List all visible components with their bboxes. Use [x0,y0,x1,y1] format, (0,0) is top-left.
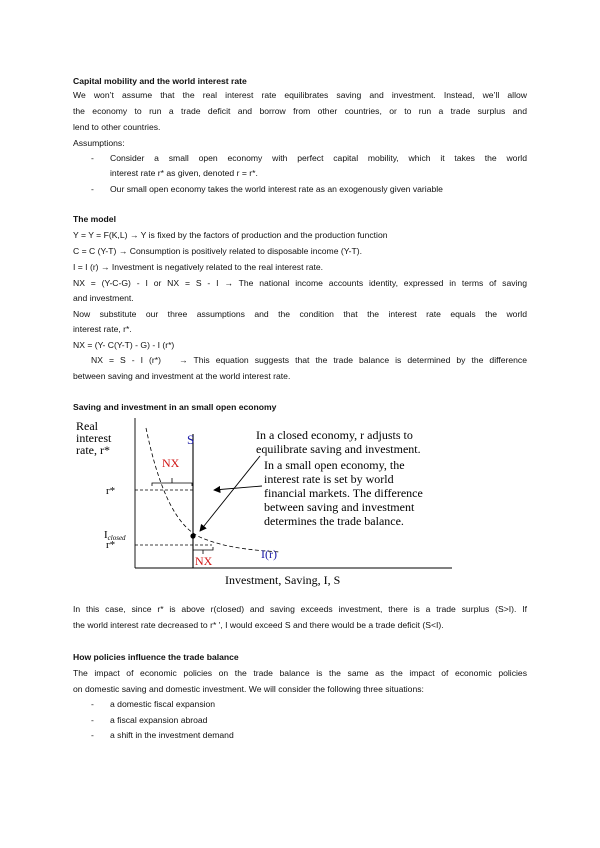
paragraph-line: lend to other countries. [73,122,161,132]
i-closed-label: Iclosed [104,529,126,542]
paragraph-line: The impact of economic policies on the trade balance is the same as the impact of economic policies [73,668,527,678]
r-star-lower-label: r* [106,539,116,551]
section-heading-saving-investment: Saving and investment in an small open economy [73,402,277,412]
section-heading-capital-mobility: Capital mobility and the world interest rate [73,76,247,86]
paragraph-line: on domestic saving and domestic investment. We will consider the following three situations: [73,684,424,694]
bullet-dash: - [91,699,94,709]
model-line: Now substitute our three assumptions and the condition that the interest rate equals the world [73,309,527,319]
model-line: I = I (r) → Investment is negatively related to the real interest rate. [73,262,324,272]
bullet-text: Consider a small open economy with perfect capital mobility, which it takes the world [110,153,527,163]
model-line: NX = (Y-C-G) - I or NX = S - I → The national income accounts identity, expressed in terms of saving [73,278,527,288]
callout-closed-arrow [200,456,260,531]
bullet-dash: - [91,730,94,740]
bullet-text: a shift in the investment demand [110,730,234,740]
y-axis-label: Real interest rate, r* [76,419,112,457]
saving-investment-figure [72,414,472,590]
model-line: between saving and investment at the world interest rate. [73,371,291,381]
nx-top-label: NX [162,456,180,470]
bullet-dash: - [91,153,94,163]
model-line: NX = (Y- C(Y-T) - G) - I (r*) [73,340,175,350]
r-star-upper-label: r* [106,485,116,497]
s-label: S [187,432,195,447]
model-line: Y = Y = F(K,L) → Y is fixed by the factors of production and the production function [73,230,388,240]
nx-bottom-label: NX [195,554,213,568]
section-heading-policies: How policies influence the trade balance [73,652,239,662]
paragraph-line: the world interest rate decreased to r* ', I would exceed S and there would be a trade deficit (S<I). [73,620,444,630]
callout-closed-economy: In a closed economy, r adjusts to equilibrate saving and investment. [256,428,421,456]
bullet-text: a domestic fiscal expansion [110,699,216,709]
nx-top-brace [152,478,192,486]
bullet-text: a fiscal expansion abroad [110,715,208,725]
paragraph-line: the economy to run a trade deficit and borrow from other countries, or to run a trade surplus and [73,106,527,116]
assumptions-label: Assumptions: [73,138,125,148]
bullet-text: Our small open economy takes the world interest rate as an exogenously given variable [110,184,443,194]
bullet-dash: - [91,715,94,725]
x-axis-label: Investment, Saving, I, S [225,573,341,587]
bullet-dash: - [91,184,94,194]
model-line: C = C (Y-T) → Consumption is positively related to disposable income (Y-T). [73,246,363,256]
paragraph-line: In this case, since r* is above r(closed) and saving exceeds investment, there is a trade surplus (S>I). If [73,604,527,614]
paragraph-line: We won’t assume that the real interest rate equilibrates saving and investment. Instead, we’ll allow [73,90,527,100]
model-line: NX = S - I (r*) → This equation suggests that the trade balance is determined by the difference [73,355,527,365]
bullet-text: interest rate r* as given, denoted r = r*. [110,168,258,178]
investment-curve-label: I(r) [261,547,277,561]
nx-bottom-brace [193,547,213,554]
callout-open-economy: In a small open economy, the interest rate is set by world financial markets. The difference between saving and investment determines the trade balance. [264,458,423,528]
callout-open-arrow [214,486,262,490]
equilibrium-point [190,533,195,538]
model-line: interest rate, r*. [73,324,132,334]
section-heading-the-model: The model [73,214,116,224]
model-line: and investment. [73,293,134,303]
